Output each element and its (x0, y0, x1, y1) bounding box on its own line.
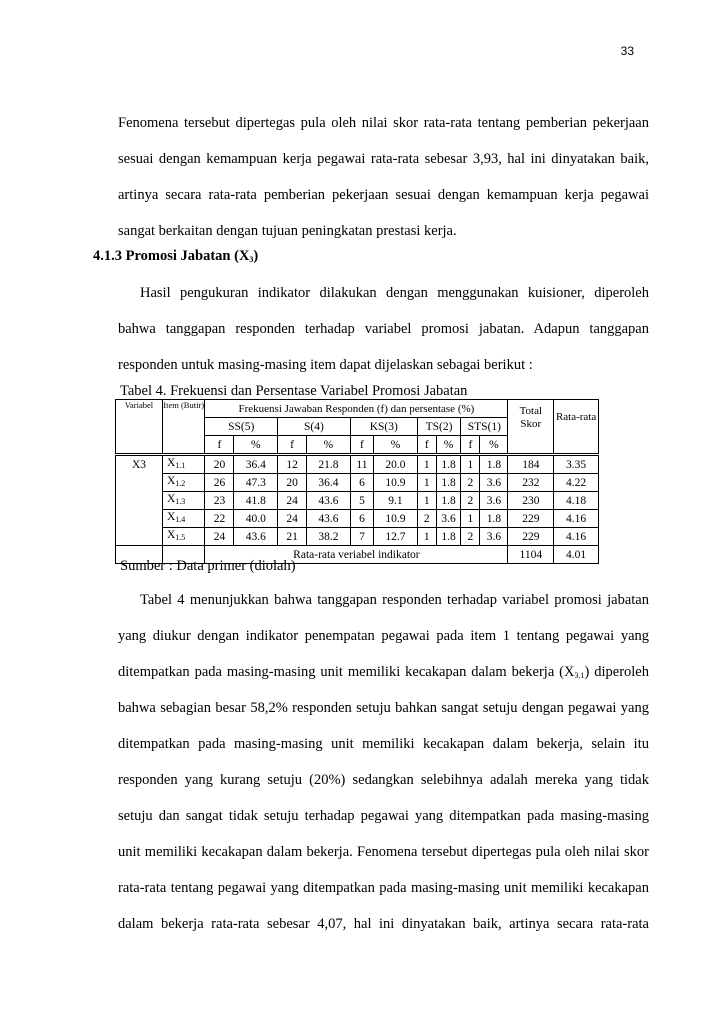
percent-cell: 1.8 (480, 455, 508, 474)
percent-cell: 1.8 (480, 510, 508, 528)
text-line: sesuai dengan kemampuan kerja pegawai rata-rata sebesar 3,93, hal ini dinyatakan baik, (118, 151, 649, 167)
table-row (116, 528, 599, 546)
percent-cell: 9.1 (374, 492, 418, 510)
percent-cell: 1.8 (436, 492, 461, 510)
section-heading: 4.1.3 Promosi Jabatan $(X_3)$ (93, 248, 259, 264)
frequency-cell: 24 (205, 528, 234, 546)
col-item-header: Item (Butir) (162, 400, 204, 436)
percent-cell: 41.8 (234, 492, 278, 510)
item-cell: $X_{1.2}$ (162, 474, 204, 492)
percent-cell: 43.6 (234, 528, 278, 546)
total-cell: 184 (508, 455, 554, 474)
percent-cell: 38.2 (307, 528, 351, 546)
text-line: bahwa sebagian besar 58,2% responden setuju bahkan sangat setuju dengan pegawai yang (118, 700, 649, 716)
percent-cell: 3.6 (480, 528, 508, 546)
frequency-cell: 26 (205, 474, 234, 492)
frequency-cell: 20 (278, 474, 307, 492)
percent-cell: 43.6 (307, 492, 351, 510)
percent-cell: 3.6 (436, 510, 461, 528)
table-source: Sumber : Data primer (diolah) (120, 558, 296, 574)
text-line: sangat berkaitan dengan tujuan peningkatan prestasi kerja. (118, 223, 457, 239)
f-header: f (417, 436, 436, 455)
percent-cell: 36.4 (307, 474, 351, 492)
mean-cell: 3.35 (554, 455, 599, 474)
frequency-cell: 1 (417, 528, 436, 546)
item-cell: $X_{1.1}$ (162, 455, 204, 474)
percent-cell: 40.0 (234, 510, 278, 528)
col-group-header: Frekuensi Jawaban Responden (f) dan persentase (%) (205, 400, 508, 418)
f-header: f (278, 436, 307, 455)
empty-cell (554, 436, 599, 455)
variable-cell (116, 492, 163, 510)
text-line: bahwa tanggapan responden terhadap variabel promosi jabatan. Adapun tanggapan (118, 321, 649, 337)
empty-cell (162, 436, 204, 455)
frequency-cell: 2 (461, 474, 480, 492)
mean-cell: 4.18 (554, 492, 599, 510)
table-row (116, 474, 599, 492)
mean-cell: 4.22 (554, 474, 599, 492)
percent-cell: 1.8 (436, 455, 461, 474)
text-line: yang diukur dengan indikator penempatan pegawai pada item 1 tentang pegawai yang (118, 628, 649, 644)
table-caption: Tabel 4. Frekuensi dan Persentase Variabel Promosi Jabatan (120, 383, 468, 399)
col-total-header: Total Skor (508, 400, 554, 436)
percent-cell: 43.6 (307, 510, 351, 528)
variable-cell (116, 510, 163, 528)
paragraph-3 (118, 590, 649, 950)
empty-cell (508, 436, 554, 455)
total-cell: 232 (508, 474, 554, 492)
frequency-cell: 1 (461, 510, 480, 528)
text-line: artinya secara rata-rata pemberian pekerjaan sesuai dengan kemampuan kerja pegawai (118, 187, 649, 203)
category-header: S(4) (278, 418, 351, 436)
item-cell: $X_{1.4}$ (162, 510, 204, 528)
percent-cell: 1.8 (436, 528, 461, 546)
mean-cell: 4.16 (554, 528, 599, 546)
footer-mean: 4.01 (554, 546, 599, 564)
variable-cell (116, 528, 163, 546)
item-cell: $X_{1.3}$ (162, 492, 204, 510)
table-row (116, 455, 599, 474)
percent-cell: 20.0 (374, 455, 418, 474)
empty-cell (116, 436, 163, 455)
percent-cell: 21.8 (307, 455, 351, 474)
percent-cell: 10.9 (374, 510, 418, 528)
total-cell: 229 (508, 510, 554, 528)
frequency-cell: 1 (417, 492, 436, 510)
pct-header: % (234, 436, 278, 455)
percent-cell: 3.6 (480, 474, 508, 492)
frequency-cell: 1 (417, 455, 436, 474)
category-header: TS(2) (417, 418, 461, 436)
frequency-cell: 12 (278, 455, 307, 474)
frequency-cell: 1 (417, 474, 436, 492)
percent-cell: 47.3 (234, 474, 278, 492)
frequency-cell: 1 (461, 455, 480, 474)
pct-header: % (436, 436, 461, 455)
percent-cell: 3.6 (480, 492, 508, 510)
page-number: 33 (620, 44, 634, 58)
percent-cell: 12.7 (374, 528, 418, 546)
variable-cell: X3 (116, 455, 163, 474)
frequency-cell: 11 (350, 455, 373, 474)
frequency-cell: 21 (278, 528, 307, 546)
pct-header: % (374, 436, 418, 455)
footer-total: 1104 (508, 546, 554, 564)
frequency-cell: 6 (350, 474, 373, 492)
col-variabel-header: Variabel (116, 400, 163, 436)
text-line: dalam bekerja rata-rata sebesar 4,07, hal ini dinyatakan baik, artinya secara rata-rata (118, 916, 649, 932)
category-header: KS(3) (350, 418, 417, 436)
text-line: ditempatkan pada masing-masing unit memiliki kecakapan dalam bekerja $(X_{3.1})$ diperoleh (118, 664, 649, 680)
frequency-table (115, 399, 599, 564)
item-cell: $X_{1.5}$ (162, 528, 204, 546)
variable-cell (116, 474, 163, 492)
mean-cell: 4.16 (554, 510, 599, 528)
table-row (116, 492, 599, 510)
frequency-cell: 24 (278, 510, 307, 528)
frequency-cell: 7 (350, 528, 373, 546)
percent-cell: 36.4 (234, 455, 278, 474)
frequency-cell: 23 (205, 492, 234, 510)
frequency-cell: 6 (350, 510, 373, 528)
category-header: SS(5) (205, 418, 278, 436)
frequency-cell: 2 (461, 528, 480, 546)
f-header: f (461, 436, 480, 455)
text-line: setuju dan sangat tidak setuju terhadap pegawai yang ditempatkan pada masing-masing (118, 808, 649, 824)
table-row (116, 510, 599, 528)
frequency-cell: 2 (461, 492, 480, 510)
frequency-cell: 2 (417, 510, 436, 528)
text-line: responden untuk masing-masing item dapat dijelaskan sebagai berikut : (118, 357, 533, 373)
paragraph-2 (118, 283, 649, 391)
total-cell: 230 (508, 492, 554, 510)
category-header: STS(1) (461, 418, 508, 436)
paragraph-1 (118, 113, 649, 257)
footer-label: Rata-rata veriabel indikator (205, 546, 508, 564)
percent-cell: 10.9 (374, 474, 418, 492)
frequency-cell: 20 (205, 455, 234, 474)
pct-header: % (480, 436, 508, 455)
text-line: rata-rata tentang pegawai yang ditempatkan pada masing-masing unit memiliki kecakapan (118, 880, 649, 896)
total-cell: 229 (508, 528, 554, 546)
text-line: Hasil pengukuran indikator dilakukan dengan menggunakan kuisioner, diperoleh (140, 285, 649, 301)
percent-cell: 1.8 (436, 474, 461, 492)
text-line: Tabel 4 menunjukkan bahwa tanggapan responden terhadap variabel promosi jabatan (140, 592, 649, 608)
frequency-cell: 5 (350, 492, 373, 510)
f-header: f (205, 436, 234, 455)
text-line: unit memiliki kecakapan dalam bekerja. Fenomena tersebut dipertegas pula oleh nilai skor (118, 844, 649, 860)
col-mean-header: Rata-rata (554, 400, 599, 436)
text-line: responden yang kurang setuju (20%) sedangkan selebihnya adalah mereka yang tidak (118, 772, 649, 788)
pct-header: % (307, 436, 351, 455)
frequency-cell: 22 (205, 510, 234, 528)
f-header: f (350, 436, 373, 455)
text-line: Fenomena tersebut dipertegas pula oleh nilai skor rata-rata tentang pemberian pekerjaan (118, 115, 649, 131)
text-line: ditempatkan pada masing-masing unit memiliki kecakapan dalam bekerja, selain itu (118, 736, 649, 752)
frequency-cell: 24 (278, 492, 307, 510)
